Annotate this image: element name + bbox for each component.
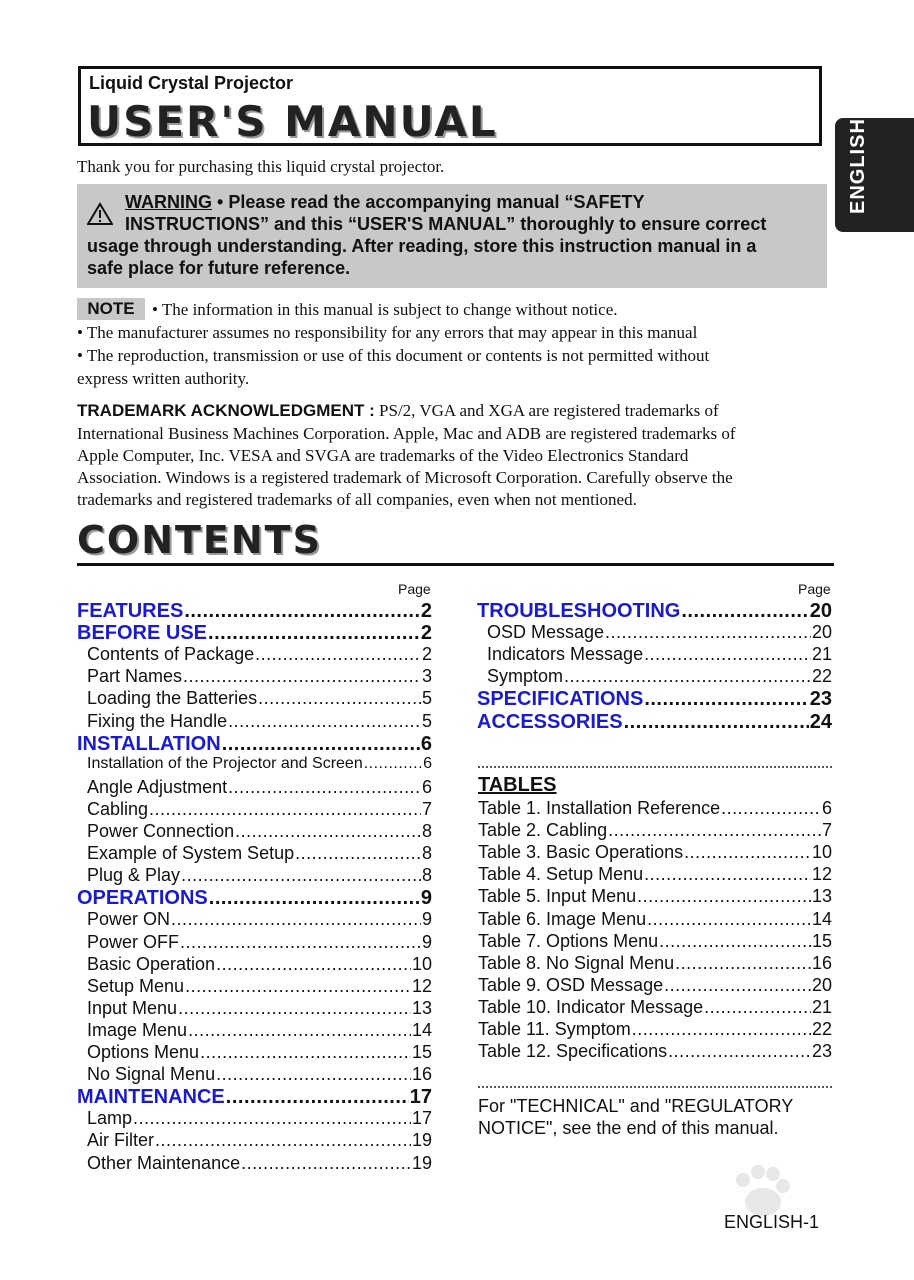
toc-entry-label: Table 5. Input Menu — [478, 886, 637, 907]
toc-entry-page: 20 — [811, 974, 832, 995]
dot-leader — [644, 864, 811, 885]
dot-leader — [295, 843, 421, 864]
toc-entry-page: 2 — [420, 600, 432, 622]
note-line: • The reproduction, transmission or use of this document or contents is not permitted without — [77, 346, 710, 365]
toc-entry-page: 5 — [421, 710, 432, 731]
toc-entry-page: 13 — [411, 997, 432, 1018]
toc-entry-label: Angle Adjustment — [87, 776, 228, 797]
toc-entry — [478, 1041, 832, 1062]
warning-line: safe place for future reference. — [87, 258, 351, 278]
dot-leader — [647, 909, 811, 930]
dot-leader — [684, 842, 811, 863]
toc-entry — [478, 909, 832, 930]
toc-entry-page: 24 — [809, 710, 832, 733]
toc-entry-label: Symptom — [487, 666, 564, 687]
dot-leader — [624, 711, 809, 734]
toc-entry-page: 10 — [811, 842, 832, 863]
toc-entry-page: 9 — [421, 909, 432, 930]
toc-entry-label: Contents of Package — [87, 644, 255, 665]
toc-entry — [487, 644, 832, 665]
toc-entry-label: Cabling — [87, 798, 149, 819]
toc-entry — [478, 931, 832, 952]
toc-entry-page: 8 — [421, 843, 432, 864]
dot-leader — [181, 865, 421, 886]
toc-entry — [478, 886, 832, 907]
toc-entry-label: Table 1. Installation Reference — [478, 798, 721, 818]
toc-entry — [87, 1020, 432, 1041]
toc-entry — [478, 798, 832, 819]
toc-entry — [87, 998, 432, 1019]
trademark-line: trademarks and registered trademarks of all companies, even when not mentioned. — [77, 490, 637, 509]
toc-entry-label: Installation of the Projector and Screen — [87, 754, 363, 772]
toc-entry-page: 17 — [411, 1108, 432, 1129]
toc-entry-page: 22 — [811, 666, 832, 687]
footer-note-line: For "TECHNICAL" and "REGULATORY — [478, 1096, 794, 1116]
page-column-label: Page — [798, 581, 831, 597]
toc-entry-page: 12 — [811, 864, 832, 885]
toc-entry-page: 16 — [411, 1064, 432, 1085]
dot-leader — [171, 909, 421, 930]
warning-line: usage through understanding. After reading, store this instruction manual in a — [87, 236, 757, 256]
toc-entry — [77, 622, 432, 645]
toc-entry-page: 23 — [811, 1041, 832, 1062]
warning-triangle-icon — [87, 202, 113, 226]
manual-title: USER'S MANUAL — [87, 97, 498, 146]
toc-entry-label: MAINTENANCE — [77, 1086, 225, 1109]
dotted-separator — [478, 764, 832, 768]
dot-leader — [668, 1041, 811, 1062]
contents-title: CONTENTS — [77, 518, 322, 562]
toc-entry-label: ACCESSORIES — [477, 710, 623, 733]
toc-entry-label: Example of System Setup — [87, 843, 295, 864]
toc-entry-page: 9 — [421, 931, 432, 952]
dot-leader — [632, 1019, 811, 1040]
toc-entry — [77, 600, 432, 623]
product-subtitle: Liquid Crystal Projector — [89, 73, 294, 93]
note-badge: NOTE — [77, 298, 145, 320]
dot-leader — [208, 622, 420, 645]
toc-entry-page: 20 — [811, 622, 832, 643]
toc-entry-label: TROUBLESHOOTING — [477, 600, 681, 622]
toc-entry-label: No Signal Menu — [87, 1064, 216, 1085]
toc-entry-label: Other Maintenance — [87, 1152, 241, 1173]
toc-entry-label: Table 3. Basic Operations — [478, 842, 684, 863]
toc-entry-label: Table 10. Indicator Message — [478, 996, 704, 1017]
toc-entry-page: 19 — [411, 1152, 432, 1173]
toc-entry-label: Options Menu — [87, 1042, 200, 1062]
toc-entry-label: OPERATIONS — [77, 887, 208, 910]
toc-entry — [77, 733, 432, 756]
toc-entry-label: Image Menu — [87, 1019, 188, 1040]
toc-entry-page: 21 — [811, 644, 832, 665]
toc-entry-label: Table 8. No Signal Menu — [478, 952, 675, 973]
toc-entry-label: Part Names — [87, 666, 183, 687]
toc-entry — [477, 711, 832, 734]
dot-leader — [178, 998, 411, 1019]
toc-entry — [477, 600, 832, 623]
toc-entry — [478, 953, 832, 974]
toc-entry-label: Fixing the Handle — [87, 710, 228, 731]
toc-entry-page: 20 — [809, 600, 832, 622]
toc-entry-label: Loading the Batteries — [87, 688, 258, 709]
dot-leader — [180, 932, 421, 953]
note-line: express written authority. — [77, 369, 250, 388]
dot-leader — [184, 600, 420, 623]
toc-entry — [87, 865, 432, 886]
toc-entry-page: 3 — [421, 666, 432, 687]
toc-entry-label: Power OFF — [87, 931, 180, 952]
toc-entry — [87, 755, 432, 773]
toc-entry — [487, 666, 832, 687]
trademark-line: Association. Windows is a registered trademark of Microsoft Corporation. Carefully observe the — [77, 468, 733, 487]
toc-entry — [87, 821, 432, 842]
toc-entry-page: 17 — [409, 1086, 432, 1109]
toc-entry-page: 6 — [421, 776, 432, 797]
toc-entry-page: 13 — [811, 886, 832, 907]
toc-entry-page: 14 — [811, 908, 832, 929]
toc-entry-label: Table 11. Symptom — [478, 1019, 631, 1039]
toc-entry — [87, 644, 432, 665]
dot-leader — [659, 931, 811, 952]
toc-entry — [87, 932, 432, 953]
dot-leader — [155, 1130, 411, 1151]
dot-leader — [228, 711, 421, 732]
toc-entry-page: 16 — [811, 952, 832, 973]
toc-entry-page: 2 — [420, 622, 432, 645]
intro-text: Thank you for purchasing this liquid crystal projector. — [77, 157, 445, 176]
toc-entry-page: 22 — [811, 1019, 832, 1039]
toc-entry-label: OSD Message — [487, 622, 605, 643]
dot-leader — [721, 798, 821, 819]
toc-entry-label: BEFORE USE — [77, 622, 208, 645]
toc-entry-label: FEATURES — [77, 600, 184, 622]
toc-entry-page: 14 — [411, 1019, 432, 1040]
toc-entry-page: 21 — [811, 996, 832, 1017]
toc-entry-page: 7 — [421, 798, 432, 819]
title-box — [78, 66, 822, 146]
toc-entry — [87, 711, 432, 732]
toc-entry — [87, 1130, 432, 1151]
dot-leader — [188, 1020, 411, 1041]
toc-entry-label: Table 12. Specifications — [478, 1041, 668, 1062]
toc-entry-page: 6 — [420, 732, 432, 755]
warning-label: WARNING — [125, 192, 212, 212]
dot-leader — [608, 820, 821, 841]
dot-leader — [209, 887, 420, 910]
dot-leader — [183, 666, 421, 687]
toc-entry-page: 12 — [411, 975, 432, 996]
language-tab — [835, 118, 914, 232]
toc-entry-label: Input Menu — [87, 997, 178, 1018]
trademark-line: International Business Machines Corporation. Apple, Mac and ADB are registered trademarks of — [77, 424, 736, 443]
toc-entry-label: Table 4. Setup Menu — [478, 864, 644, 885]
toc-entry — [87, 843, 432, 864]
toc-entry-page: 15 — [411, 1042, 432, 1062]
toc-entry — [87, 954, 432, 975]
dot-leader — [216, 1064, 411, 1085]
toc-entry-label: Table 2. Cabling — [478, 820, 608, 841]
dot-leader — [255, 644, 421, 665]
toc-entry — [87, 1042, 432, 1063]
dot-leader — [637, 886, 811, 907]
toc-entry-label: Table 9. OSD Message — [478, 974, 664, 995]
warning-box — [77, 184, 827, 288]
dot-leader — [564, 666, 811, 687]
toc-entry-page: 2 — [421, 644, 432, 665]
note-line: • The information in this manual is subject to change without notice. — [152, 300, 618, 319]
note-line: • The manufacturer assumes no responsibility for any errors that may appear in this manual — [77, 323, 698, 342]
language-tab-label: ENGLISH — [847, 118, 869, 214]
toc-entry-label: Power Connection — [87, 821, 235, 841]
toc-entry — [77, 1086, 432, 1109]
trademark-paragraph — [77, 401, 719, 421]
toc-entry — [87, 1108, 432, 1129]
dotted-separator — [478, 1084, 832, 1088]
toc-entry — [87, 1064, 432, 1085]
dot-leader — [222, 733, 420, 756]
dot-leader — [149, 799, 421, 820]
toc-entry-page: 7 — [821, 820, 832, 841]
toc-entry — [477, 688, 832, 711]
dot-leader — [241, 1153, 411, 1174]
toc-entry-label: Basic Operation — [87, 953, 216, 974]
toc-entry-label: Plug & Play — [87, 865, 181, 886]
toc-entry-page: 19 — [411, 1130, 432, 1151]
toc-entry-page: 10 — [411, 953, 432, 974]
footer-note-line: NOTICE", see the end of this manual. — [478, 1118, 779, 1138]
toc-entry — [87, 909, 432, 930]
dot-leader — [644, 688, 808, 711]
toc-entry-page: 9 — [420, 887, 432, 910]
toc-entry — [87, 799, 432, 820]
toc-entry-label: Table 6. Image Menu — [478, 908, 647, 929]
dot-leader — [675, 953, 811, 974]
dot-leader — [133, 1108, 411, 1129]
dot-leader — [235, 821, 421, 842]
dot-leader — [185, 976, 411, 997]
toc-entry-label: INSTALLATION — [77, 732, 221, 755]
dot-leader — [704, 997, 811, 1018]
toc-entry-label: Indicators Message — [487, 644, 644, 665]
toc-entry-page: 8 — [421, 821, 432, 841]
toc-entry — [478, 820, 832, 841]
toc-entry-page: 6 — [821, 798, 832, 818]
toc-entry-label: Lamp — [87, 1108, 133, 1129]
warning-line: • Please read the accompanying manual “SAFETY — [217, 192, 645, 212]
toc-entry — [77, 887, 432, 910]
toc-entry-label: SPECIFICATIONS — [477, 688, 644, 711]
dot-leader — [228, 777, 421, 798]
page-column-label: Page — [398, 581, 431, 597]
toc-entry — [87, 688, 432, 709]
dot-leader — [664, 975, 811, 996]
trademark-heading: TRADEMARK ACKNOWLEDGMENT : — [77, 401, 375, 420]
tables-heading: TABLES — [478, 774, 557, 796]
toc-entry — [478, 864, 832, 885]
toc-entry-label: Air Filter — [87, 1130, 154, 1151]
toc-entry — [87, 666, 432, 687]
toc-entry — [87, 976, 432, 997]
toc-entry-page: 15 — [811, 930, 832, 951]
warning-line: INSTRUCTIONS” and this “USER'S MANUAL” thoroughly to ensure correct — [125, 214, 767, 234]
toc-entry — [478, 842, 832, 863]
dot-leader — [226, 1086, 409, 1109]
toc-entry-page: 23 — [809, 688, 832, 711]
dot-leader — [258, 688, 421, 709]
page-number: ENGLISH-1 — [724, 1212, 820, 1232]
trademark-line: Apple Computer, Inc. VESA and SVGA are trademarks of the Video Electronics Standard — [77, 446, 689, 465]
toc-entry-label: Setup Menu — [87, 975, 185, 996]
toc-entry — [478, 1019, 832, 1040]
dot-leader — [200, 1042, 411, 1063]
dot-leader — [364, 755, 422, 773]
toc-entry-label: Power ON — [87, 909, 171, 930]
toc-entry-page: 8 — [421, 865, 432, 886]
toc-entry-page: 6 — [423, 754, 432, 772]
dot-leader — [681, 600, 808, 623]
toc-entry — [87, 1153, 432, 1174]
dot-leader — [644, 644, 811, 665]
toc-entry — [478, 997, 832, 1018]
toc-entry-page: 5 — [421, 688, 432, 709]
toc-entry — [87, 777, 432, 798]
toc-entry — [487, 622, 832, 643]
toc-entry-label: Table 7. Options Menu — [478, 930, 659, 951]
divider — [77, 563, 834, 566]
trademark-line: PS/2, VGA and XGA are registered trademarks of — [379, 401, 719, 420]
toc-entry — [478, 975, 832, 996]
dot-leader — [216, 954, 411, 975]
dot-leader — [605, 622, 811, 643]
